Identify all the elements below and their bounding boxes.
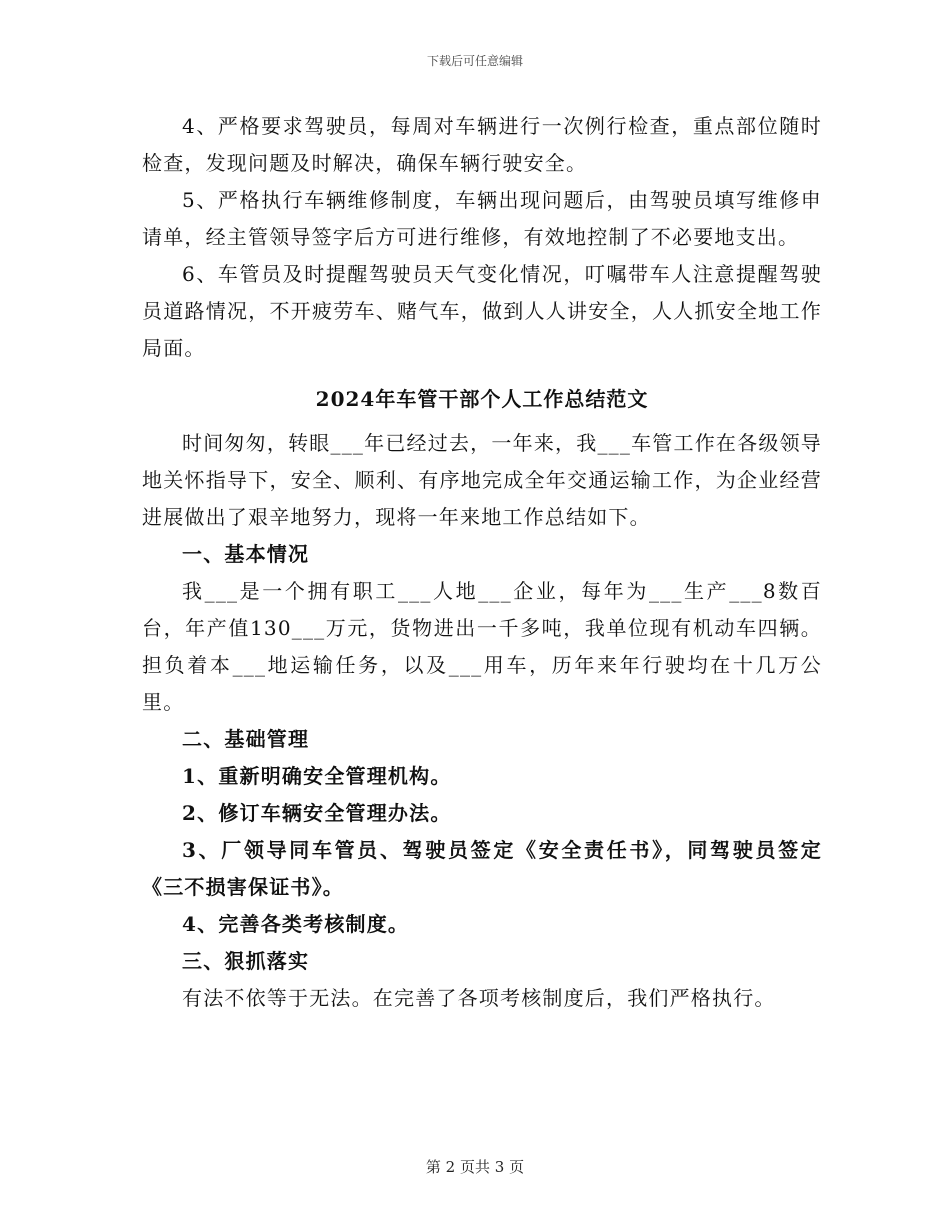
section-1-heading: 一、基本情况 — [182, 542, 310, 566]
section-2-item-2: 2、修订车辆安全管理办法。 — [182, 801, 452, 825]
intro-paragraph: 时间匆匆，转眼___年已经过去，一年来，我___车管工作在各级领导地关怀指导下，安全、顺利、有序地完成全年交通运输工作，为企业经营进展做出了艰辛地努力，现将一年来地工作总结如下。 — [142, 431, 822, 529]
paragraph-item-4: 4、严格要求驾驶员，每周对车辆进行一次例行检查，重点部位随时检查，发现问题及时解决，确保车辆行驶安全。 — [142, 114, 822, 175]
section-3-heading: 三、狠抓落实 — [182, 949, 310, 973]
section-3-body: 有法不依等于无法。在完善了各项考核制度后，我们严格执行。 — [182, 986, 776, 1010]
section-2-item-3: 3、厂领导同车管员、驾驶员签定《安全责任书》，同驾驶员签定《三不损害保证书》。 — [142, 838, 822, 899]
page-header: 下载后可任意编辑 — [426, 54, 523, 68]
section-2-item-1: 1、重新明确安全管理机构。 — [182, 764, 452, 788]
document-body — [142, 108, 822, 1017]
section-2-heading: 二、基础管理 — [182, 727, 310, 751]
document-title: 2024年车管干部个人工作总结范文 — [315, 387, 649, 411]
page-footer: 第 2 页共 3 页 — [425, 1158, 525, 1176]
section-2-item-4: 4、完善各类考核制度。 — [182, 912, 410, 936]
section-1-body: 我___是一个拥有职工___人地___企业，每年为___生产___8数百台，年产值130___万元，货物进出一千多吨，我单位现有机动车四辆。担负着本___地运输任务，以及___用车，历年来年行驶均在十几万公里。 — [142, 579, 822, 714]
paragraph-item-5: 5、严格执行车辆维修制度，车辆出现问题后，由驾驶员填写维修申请单，经主管领导签字后方可进行维修，有效地控制了不必要地支出。 — [142, 188, 822, 249]
paragraph-item-6: 6、车管员及时提醒驾驶员天气变化情况，叮嘱带车人注意提醒驾驶员道路情况，不开疲劳车、赌气车，做到人人讲安全，人人抓安全地工作局面。 — [142, 262, 822, 360]
